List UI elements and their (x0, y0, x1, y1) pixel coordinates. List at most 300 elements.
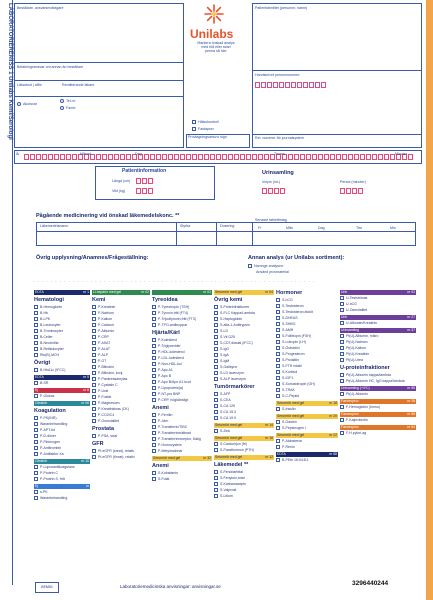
analysis-label: P-Transferrinreceptor, löslig (158, 437, 201, 441)
analysis-label: P-Glukos (40, 394, 55, 398)
day-header-2: Mån (286, 226, 293, 230)
tube-header (214, 455, 274, 460)
analysis-label: S-IgA (220, 353, 229, 357)
analysis-column-5 (276, 288, 338, 463)
side-title: LABORATORIEREMISS 1 Unilabs Kemi/Serologi (7, 3, 13, 140)
analysis-option[interactable] (340, 320, 416, 326)
analysis-checkbox[interactable] (34, 311, 38, 315)
analysis-checkbox[interactable] (152, 419, 156, 423)
health-check-option[interactable] (192, 120, 219, 124)
analysis-option[interactable] (92, 418, 150, 424)
tube-number: nr 22 (329, 433, 337, 437)
analysis-option[interactable] (214, 428, 274, 434)
analysis-option[interactable] (276, 393, 338, 399)
analysis-label: S-Valproat (220, 488, 237, 492)
analysis-checkbox[interactable] (34, 347, 38, 351)
analysis-label: P-Tyreotropin (TSH) (158, 305, 190, 309)
analysis-checkbox[interactable] (340, 340, 344, 344)
analysis-checkbox[interactable] (34, 353, 38, 357)
category-title: GFR (92, 441, 104, 447)
analysis-checkbox[interactable] (34, 477, 38, 481)
category-title: Läkemedel ** (214, 462, 249, 468)
analysis-label: S-Fenytoin,total (220, 476, 245, 480)
analysis-checkbox[interactable] (214, 305, 218, 309)
analysis-checkbox[interactable] (34, 471, 38, 475)
analysis-label: P-Trijodtyronin,fritt (FT3) (158, 317, 196, 321)
analysis-label: Pt(U)-Natrium (346, 340, 368, 344)
health-check-label: Hälsokontroll (198, 120, 219, 124)
analysis-checkbox[interactable] (276, 358, 280, 362)
analysis-checkbox[interactable] (276, 316, 280, 320)
acute-label: Akutsvar (23, 102, 37, 106)
analysis-checkbox[interactable] (152, 380, 156, 384)
analysis-checkbox[interactable] (340, 352, 344, 356)
analysis-checkbox[interactable] (276, 420, 280, 424)
analysis-checkbox[interactable] (34, 496, 38, 500)
analysis-checkbox[interactable] (152, 362, 156, 366)
analysis-option[interactable] (152, 476, 212, 482)
analysis-option[interactable] (340, 378, 416, 384)
category-title: Hematologi (34, 297, 64, 303)
tube-number: nr 56 (407, 386, 415, 390)
day-header-4: Tim (356, 226, 362, 230)
analysis-checkbox[interactable] (214, 448, 218, 452)
analysis-option[interactable] (92, 454, 150, 460)
analysis-label: P-Renin (282, 445, 295, 449)
analysis-label: P-Fibrinogen (40, 440, 61, 444)
analysis-checkbox[interactable] (214, 311, 218, 315)
handwritten-pnr-boxes[interactable] (255, 82, 326, 88)
analysis-checkbox[interactable] (276, 407, 280, 411)
analysis-checkbox[interactable] (340, 405, 344, 409)
analysis-checkbox[interactable] (34, 465, 38, 469)
analysis-checkbox[interactable] (152, 443, 156, 447)
doctor-code-label: Läkarkod | afför (17, 83, 42, 87)
analysis-label: P-Transferrin/TIBC (158, 425, 188, 429)
analysis-checkbox[interactable] (34, 317, 38, 321)
length-boxes[interactable] (136, 178, 153, 184)
analysis-checkbox[interactable] (152, 386, 156, 390)
analysis-label: P-CRP (98, 335, 109, 339)
analysis-checkbox[interactable] (214, 347, 218, 351)
tube-number: nr 37 (407, 328, 415, 332)
analysis-checkbox[interactable] (34, 434, 38, 438)
weight-boxes[interactable] (136, 188, 153, 194)
analysis-checkbox[interactable] (92, 389, 96, 393)
analysis-checkbox[interactable] (276, 439, 280, 443)
analysis-checkbox[interactable] (92, 365, 96, 369)
analysis-checkbox[interactable] (276, 376, 280, 380)
analysis-checkbox[interactable] (276, 346, 280, 350)
category-title: Övrig kemi (214, 297, 243, 303)
analysis-checkbox[interactable] (214, 377, 218, 381)
analysis-checkbox[interactable] (214, 371, 218, 375)
analysis-label: S-FTH intakt (282, 364, 302, 368)
tube-type: Faecesprov (341, 399, 359, 403)
analysis-checkbox[interactable] (276, 388, 280, 392)
analysis-label: P-Protein S, fritt (40, 477, 65, 481)
analysis-checkbox[interactable] (34, 440, 38, 444)
analysis-label: P-Metylmalonat (158, 449, 183, 453)
analysis-option[interactable] (340, 417, 416, 423)
analysis-checkbox[interactable] (340, 296, 344, 300)
analysis-option[interactable] (34, 476, 90, 482)
analysis-checkbox[interactable] (214, 335, 218, 339)
tube-type: Faecesprov (341, 425, 359, 429)
analysis-checkbox[interactable] (214, 429, 218, 433)
analysis-checkbox[interactable] (214, 329, 218, 333)
analysis-label: P-TPO-antikroppar (158, 323, 188, 327)
analysis-option[interactable] (34, 352, 90, 358)
analysis-label: P-ALP (98, 353, 109, 357)
analysis-checkbox[interactable] (152, 431, 156, 435)
analysis-checkbox[interactable] (340, 321, 344, 325)
analysis-checkbox[interactable] (152, 392, 156, 396)
analysis-checkbox[interactable] (152, 471, 156, 475)
analysis-checkbox[interactable] (152, 477, 156, 481)
analysis-checkbox[interactable] (92, 407, 96, 411)
acute-reply-option[interactable] (17, 102, 37, 106)
analysis-label: B-Hb (40, 311, 48, 315)
analysis-checkbox[interactable] (92, 305, 96, 309)
analysis-option[interactable] (276, 457, 338, 463)
analysis-checkbox[interactable] (34, 422, 38, 426)
analysis-label: S-Vit D25 (220, 335, 235, 339)
category-title: Hormoner (276, 290, 303, 296)
analysis-checkbox[interactable] (340, 373, 344, 377)
analysis-label: P-ASAT (98, 341, 111, 345)
analysis-label: P-Antitrombin (40, 446, 62, 450)
category-title: Övrigt (34, 360, 51, 366)
analysis-checkbox[interactable] (152, 374, 156, 378)
analysis-option[interactable] (340, 307, 416, 313)
analysis-checkbox[interactable] (214, 317, 218, 321)
fasting-option[interactable] (192, 127, 214, 131)
name-analysis-checkbox[interactable] (248, 264, 252, 268)
name-analysis-option[interactable] (248, 264, 284, 268)
analysis-checkbox[interactable] (92, 317, 96, 321)
day-header-3: Dag (318, 226, 325, 230)
tel-radio[interactable] (60, 99, 64, 103)
analysis-label: S-Folat (158, 477, 170, 481)
health-check-checkbox[interactable] (192, 120, 196, 124)
analysis-option[interactable] (214, 493, 274, 499)
analysis-checkbox[interactable] (340, 302, 344, 306)
tube-type: EDTA (35, 290, 44, 294)
dotted-separator: · · · · · · · · · · · · · · · · · · · · · · · · · · · · · · · · · · · · · · · · · · · · · · · · · · · · · · · · · · · · · · · · (33, 279, 316, 284)
urine-collection-title: Urinsamling (262, 170, 294, 176)
analysis-checkbox[interactable] (92, 449, 96, 453)
tube-header (34, 290, 90, 295)
analysis-checkbox[interactable] (34, 490, 38, 494)
analysis-label: S-IgM (220, 359, 230, 363)
analysis-checkbox[interactable] (152, 449, 156, 453)
patient-id-label: Patientidentitet (personnr, namn) (255, 6, 308, 10)
analysis-checkbox[interactable] (34, 329, 38, 333)
analysis-label: S-CDT,diasial (IFCC) (220, 341, 253, 345)
analysis-checkbox[interactable] (34, 394, 38, 398)
analysis-checkbox[interactable] (340, 418, 344, 422)
analysis-label: Pt(U)-Kreatinin (346, 352, 370, 356)
analysis-checkbox[interactable] (152, 425, 156, 429)
tube-type: Urin (341, 290, 348, 294)
tube-header (34, 401, 90, 406)
unilabs-logo-text: Unilabs (190, 27, 234, 41)
tube-type: Serumrör med gel (277, 414, 305, 418)
analysis-checkbox[interactable] (340, 392, 344, 396)
analysis-option[interactable] (214, 415, 274, 421)
analysis-option[interactable] (276, 406, 338, 412)
analysis-checkbox[interactable] (34, 305, 38, 309)
analysis-option[interactable] (34, 495, 90, 501)
analysis-label: P-Antifaktor Xa (40, 452, 64, 456)
volume-boxes[interactable] (262, 188, 285, 194)
side-title-strip (0, 0, 13, 585)
analysis-checkbox[interactable] (214, 416, 218, 420)
analysis-option[interactable] (276, 425, 338, 431)
analysis-checkbox[interactable] (92, 371, 96, 375)
analysis-label: S-AFP (220, 392, 231, 396)
analysis-option[interactable] (276, 444, 338, 450)
analysis-label: P-Osmolalitet (98, 419, 120, 423)
analysis-checkbox[interactable] (92, 413, 96, 417)
analysis-checkbox[interactable] (276, 322, 280, 326)
analysis-option[interactable] (340, 404, 416, 410)
analysis-checkbox[interactable] (276, 445, 280, 449)
analysis-checkbox[interactable] (92, 434, 96, 438)
analysis-checkbox[interactable] (276, 426, 280, 430)
minute-label: Minuter (395, 152, 407, 156)
divider (252, 70, 422, 71)
other-analysis-title: Annan analys (ur Unilabs sortiment): (248, 255, 345, 261)
analysis-option[interactable] (152, 397, 212, 403)
analysis-label: S-DHEAS (282, 316, 298, 320)
analysis-checkbox[interactable] (214, 482, 218, 486)
analysis-checkbox[interactable] (92, 335, 96, 339)
analysis-checkbox[interactable] (214, 392, 218, 396)
analysis-label: P-Järn (158, 419, 169, 423)
analysis-checkbox[interactable] (152, 356, 156, 360)
analysis-label: P-Urat (98, 389, 109, 393)
analysis-label: P-Homocystein (158, 443, 182, 447)
category-title: Prostata (92, 426, 115, 432)
analysis-checkbox[interactable] (92, 341, 96, 345)
analysis-label: S-Insulin (282, 407, 296, 411)
analysis-checkbox[interactable] (276, 382, 280, 386)
acute-checkbox[interactable] (17, 102, 21, 106)
analysis-label: S-Fenobarbital (220, 470, 243, 474)
analysis-label: S-AMH (282, 328, 294, 332)
analysis-checkbox[interactable] (276, 304, 280, 308)
analysis-checkbox[interactable] (34, 446, 38, 450)
analysis-checkbox[interactable] (214, 442, 218, 446)
analysis-checkbox[interactable] (92, 311, 96, 315)
analysis-option[interactable] (34, 451, 90, 457)
category-title: Kemi (92, 297, 106, 303)
analysis-checkbox[interactable] (152, 368, 156, 372)
tube-number: nr 02 (407, 290, 415, 294)
analysis-checkbox[interactable] (152, 344, 156, 348)
analysis-checkbox[interactable] (214, 341, 218, 345)
med-dosage-header: Dosering (220, 224, 235, 228)
analysis-checkbox[interactable] (276, 458, 280, 462)
analysis-checkbox[interactable] (214, 494, 218, 498)
analysis-option[interactable] (340, 391, 416, 397)
analysis-checkbox[interactable] (92, 323, 96, 327)
analysis-column-3 (152, 288, 212, 482)
analysis-checkbox[interactable] (214, 359, 218, 363)
analysis-option[interactable] (214, 447, 274, 453)
analysis-checkbox[interactable] (340, 308, 344, 312)
analysis-checkbox[interactable] (34, 368, 38, 372)
analysis-checkbox[interactable] (34, 341, 38, 345)
analysis-label: B-LPK (40, 317, 51, 321)
analysis-label: S-Gallsyror (220, 365, 238, 369)
analysis-checkbox[interactable] (92, 419, 96, 423)
analysis-checkbox[interactable] (214, 398, 218, 402)
analysis-checkbox[interactable] (152, 350, 156, 354)
analysis-label: B-Celler (40, 335, 53, 339)
analysis-checkbox[interactable] (276, 364, 280, 368)
analysis-label: P-Natrium (98, 311, 114, 315)
analysis-checkbox[interactable] (214, 470, 218, 474)
analysis-label: U-Teststrimas (346, 296, 368, 300)
analysis-label: S-Lutropin (LH) (282, 340, 306, 344)
analysis-label: U-hCG (346, 302, 357, 306)
sent-material-label: Ansänd provmaterial (256, 270, 289, 274)
analysis-option[interactable] (34, 380, 90, 386)
analysis-option[interactable] (152, 322, 212, 328)
analysis-column-2 (92, 288, 150, 460)
analysis-label: P-CO2/C4 (98, 413, 115, 417)
analysis-checkbox[interactable] (276, 298, 280, 302)
weight-label: Vikt (kg) (112, 189, 126, 193)
analysis-checkbox[interactable] (34, 323, 38, 327)
analysis-checkbox[interactable] (276, 334, 280, 338)
analysis-checkbox[interactable] (92, 329, 96, 333)
analysis-label: Pt(U)-Albumin, mikro (346, 334, 379, 338)
analysis-option[interactable] (340, 357, 416, 363)
analysis-checkbox[interactable] (340, 358, 344, 362)
analysis-checkbox[interactable] (34, 335, 38, 339)
analysis-checkbox[interactable] (152, 413, 156, 417)
category-title: Anemi (152, 405, 169, 411)
analysis-checkbox[interactable] (34, 381, 38, 385)
analysis-option[interactable] (214, 376, 274, 382)
analysis-label: P-Kreatinin (98, 305, 116, 309)
analysis-option[interactable] (92, 433, 150, 439)
analysis-option[interactable] (34, 393, 90, 399)
analysis-checkbox[interactable] (34, 452, 38, 456)
tel-field[interactable] (60, 99, 76, 103)
divider (176, 222, 177, 246)
analysis-label: S-hCG (282, 298, 293, 302)
analysis-label: P-Non-HDL-kol (158, 362, 182, 366)
analysis-checkbox[interactable] (92, 353, 96, 357)
analysis-checkbox[interactable] (214, 353, 218, 357)
analysis-label: P-Kolesterol (158, 338, 178, 342)
analysis-checkbox[interactable] (340, 334, 344, 338)
category-title: Tyreoidea (152, 297, 178, 303)
analysis-checkbox[interactable] (92, 359, 96, 363)
tube-type: Faecesprov (341, 412, 359, 416)
analysis-checkbox[interactable] (92, 401, 96, 405)
analysis-checkbox[interactable] (340, 346, 344, 350)
fax-field[interactable] (60, 106, 76, 110)
analysis-checkbox[interactable] (276, 340, 280, 344)
analysis-checkbox[interactable] (276, 370, 280, 374)
analysis-label: P-APT-tid (40, 428, 55, 432)
analysis-checkbox[interactable] (152, 305, 156, 309)
analysis-checkbox[interactable] (276, 328, 280, 332)
tube-type: Serumrör med gel (153, 456, 181, 460)
analysis-checkbox[interactable] (276, 352, 280, 356)
analysis-checkbox[interactable] (152, 317, 156, 321)
analysis-checkbox[interactable] (92, 377, 96, 381)
analysis-label: Pt(U)-Kalium (346, 346, 367, 350)
analysis-checkbox[interactable] (152, 311, 156, 315)
footer-instructions[interactable]: Laboratoriemedicinska anvisningar: anvisningar.se (120, 584, 221, 589)
analysis-checkbox[interactable] (276, 394, 280, 398)
analysis-checkbox[interactable] (214, 410, 218, 414)
analysis-checkbox[interactable] (34, 416, 38, 420)
analysis-label: Waranbehandling (40, 422, 68, 426)
unilabs-logo-icon (203, 3, 225, 25)
tube-number: nr 32 (203, 456, 211, 460)
other-info-title: Övrig upplysning/Anamnes/Frågeställning: (36, 255, 149, 261)
analysis-checkbox[interactable] (214, 488, 218, 492)
analysis-checkbox[interactable] (92, 347, 96, 351)
analysis-checkbox[interactable] (92, 395, 96, 399)
analysis-label: P-Calcium (98, 323, 115, 327)
medication-title: Pågående medicinering vid önskad läkemedelskonc. ** (36, 213, 180, 219)
analysis-label: P-Ferritin (158, 413, 173, 417)
analysis-checkbox[interactable] (34, 428, 38, 432)
analysis-checkbox[interactable] (276, 310, 280, 314)
fax-radio[interactable] (60, 106, 64, 110)
handwritten-pnr-label: Handskrivet personnummer: (255, 73, 301, 77)
analysis-label: P-Apo B/Apo A1 kvot (158, 380, 191, 384)
analysis-label: S-Parathormon (PTH) (220, 448, 255, 452)
divider (14, 96, 184, 97)
analysis-checkbox[interactable] (152, 338, 156, 342)
med-name-header: Läkemedelsnamn (40, 224, 69, 228)
analysis-checkbox[interactable] (214, 476, 218, 480)
analysis-checkbox[interactable] (92, 383, 96, 387)
analysis-checkbox[interactable] (152, 437, 156, 441)
tube-number: nr (85, 484, 89, 488)
analysis-option[interactable] (152, 448, 212, 454)
analysis-option[interactable] (34, 367, 90, 373)
analysis-checkbox[interactable] (340, 379, 344, 383)
analysis-checkbox[interactable] (214, 404, 218, 408)
analysis-label: P-PSA, total (98, 434, 118, 438)
analysis-label: P-Transferrinmättnad (158, 431, 191, 435)
tube-type: Li-heparin med gel (93, 290, 122, 294)
analysis-checkbox[interactable] (214, 365, 218, 369)
period-boxes[interactable] (340, 188, 363, 194)
analysis-option[interactable] (340, 430, 416, 436)
analysis-checkbox[interactable] (152, 398, 156, 402)
analysis-checkbox[interactable] (152, 323, 156, 327)
tube-type: Serumrör med gel (215, 455, 243, 459)
analysis-checkbox[interactable] (92, 455, 96, 459)
analysis-checkbox[interactable] (214, 323, 218, 327)
tube-number: nr 18 (329, 401, 337, 405)
fasting-checkbox[interactable] (192, 127, 196, 131)
analysis-label: S-Kobalamin (158, 471, 179, 475)
analysis-checkbox[interactable] (340, 431, 344, 435)
